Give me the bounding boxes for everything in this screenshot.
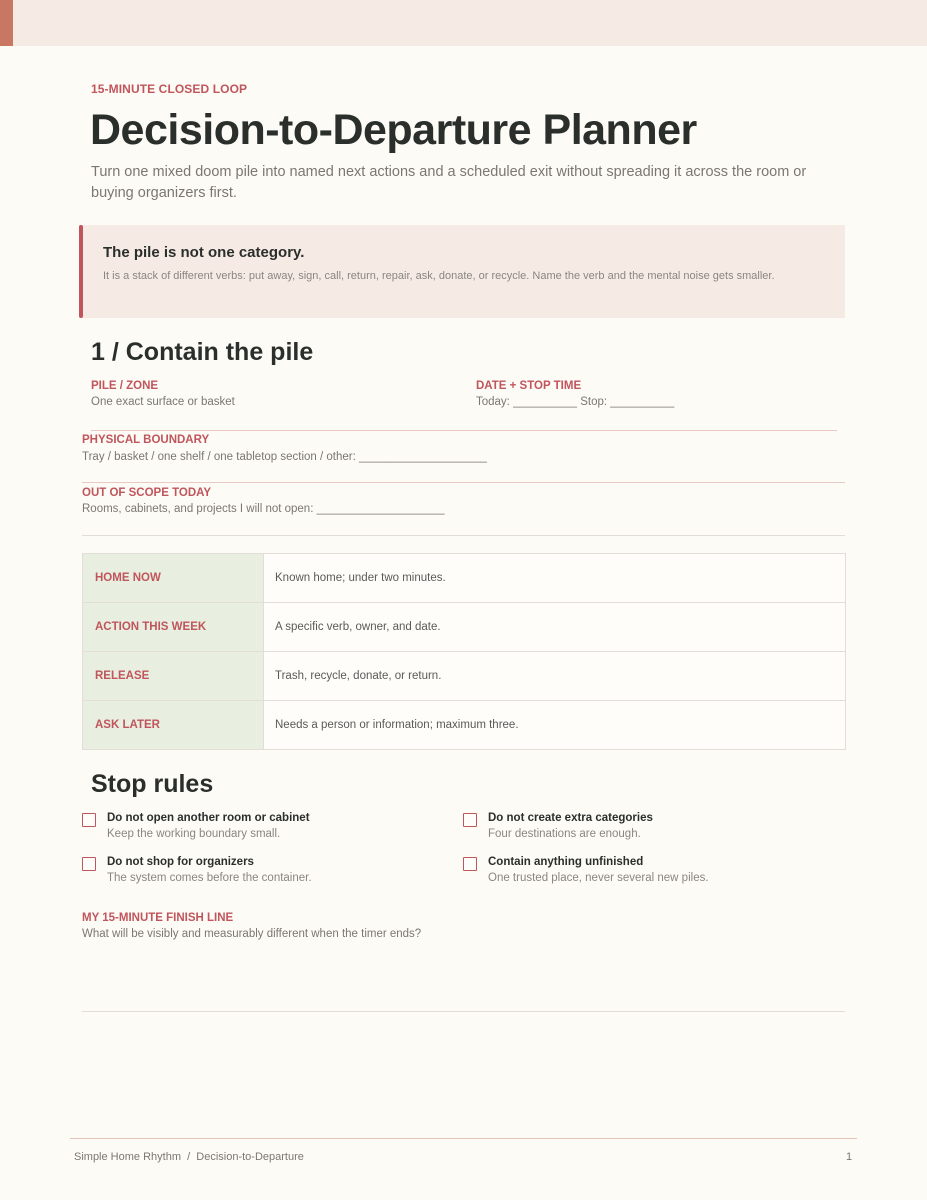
checkbox[interactable]	[463, 813, 477, 827]
stop-rule-title: Do not create extra categories	[488, 812, 653, 824]
stop-rule-item	[463, 856, 823, 892]
table-row	[83, 652, 845, 701]
table-row	[83, 701, 845, 749]
checkbox[interactable]	[463, 857, 477, 871]
category-cell: ACTION THIS WEEK	[83, 603, 264, 651]
section-heading-stop-rules: Stop rules	[91, 770, 214, 798]
header-band	[0, 0, 927, 46]
stop-rule-title: Do not open another room or cabinet	[107, 812, 310, 824]
eyebrow-label: 15-MINUTE CLOSED LOOP	[91, 82, 248, 96]
out-of-scope-label: OUT OF SCOPE TODAY	[82, 487, 212, 499]
pile-zone-field[interactable]: One exact surface or basket	[91, 396, 235, 408]
footer-divider	[70, 1138, 857, 1139]
callout-body: It is a stack of different verbs: put away, sign, call, return, repair, ask, donate, or recycle. Name the verb and the mental noise gets smaller.	[103, 270, 775, 282]
page-number: 1	[846, 1151, 853, 1163]
boundary-label: PHYSICAL BOUNDARY	[82, 434, 210, 446]
boundary-field[interactable]: Tray / basket / one shelf / one tabletop section / other: ____________________	[82, 451, 487, 463]
divider	[82, 482, 845, 483]
stop-rule-title: Do not shop for organizers	[107, 856, 254, 868]
stop-rule-subtext: The system comes before the container.	[107, 872, 312, 884]
page-title: Decision-to-Departure Planner	[90, 106, 697, 154]
stop-rule-subtext: Keep the working boundary small.	[107, 828, 281, 840]
stop-rule-subtext: Four destinations are enough.	[488, 828, 641, 840]
divider	[91, 430, 837, 431]
date-stop-field[interactable]: Today: __________ Stop: __________	[476, 396, 675, 408]
stop-rule-subtext: One trusted place, never several new piles.	[488, 872, 709, 884]
stop-rule-item	[82, 856, 442, 892]
category-cell: HOME NOW	[83, 554, 264, 602]
section-heading-contain: 1 / Contain the pile	[91, 338, 314, 366]
checkbox[interactable]	[82, 857, 96, 871]
description-cell: A specific verb, owner, and date.	[264, 603, 845, 651]
description-cell: Known home; under two minutes.	[264, 554, 845, 602]
header-accent	[0, 0, 13, 46]
callout-box	[79, 225, 845, 318]
table-row	[83, 554, 845, 603]
table-row	[83, 603, 845, 652]
category-cell: ASK LATER	[83, 701, 264, 749]
date-stop-label: DATE + STOP TIME	[476, 380, 582, 392]
callout-accent-bar	[79, 225, 83, 318]
stop-rule-item	[463, 812, 823, 848]
checkbox[interactable]	[82, 813, 96, 827]
stop-rule-item	[82, 812, 442, 848]
pile-zone-label: PILE / ZONE	[91, 380, 159, 392]
finish-line-prompt: What will be visibly and measurably different when the timer ends?	[82, 928, 422, 940]
finish-line-write-line[interactable]	[82, 1011, 845, 1012]
footer-breadcrumb: Simple Home Rhythm / Decision-to-Departure	[74, 1151, 304, 1163]
description-cell: Needs a person or information; maximum three.	[264, 701, 845, 749]
category-cell: RELEASE	[83, 652, 264, 700]
sort-table	[82, 553, 846, 750]
out-of-scope-field[interactable]: Rooms, cabinets, and projects I will not open: ____________________	[82, 503, 445, 515]
stop-rule-title: Contain anything unfinished	[488, 856, 644, 868]
finish-line-label: MY 15-MINUTE FINISH LINE	[82, 912, 234, 924]
divider	[82, 535, 845, 536]
callout-title: The pile is not one category.	[103, 244, 305, 261]
page-subtitle: Turn one mixed doom pile into named next actions and a scheduled exit without spreading it across the room or buying organizers first.	[91, 164, 807, 201]
description-cell: Trash, recycle, donate, or return.	[264, 652, 845, 700]
